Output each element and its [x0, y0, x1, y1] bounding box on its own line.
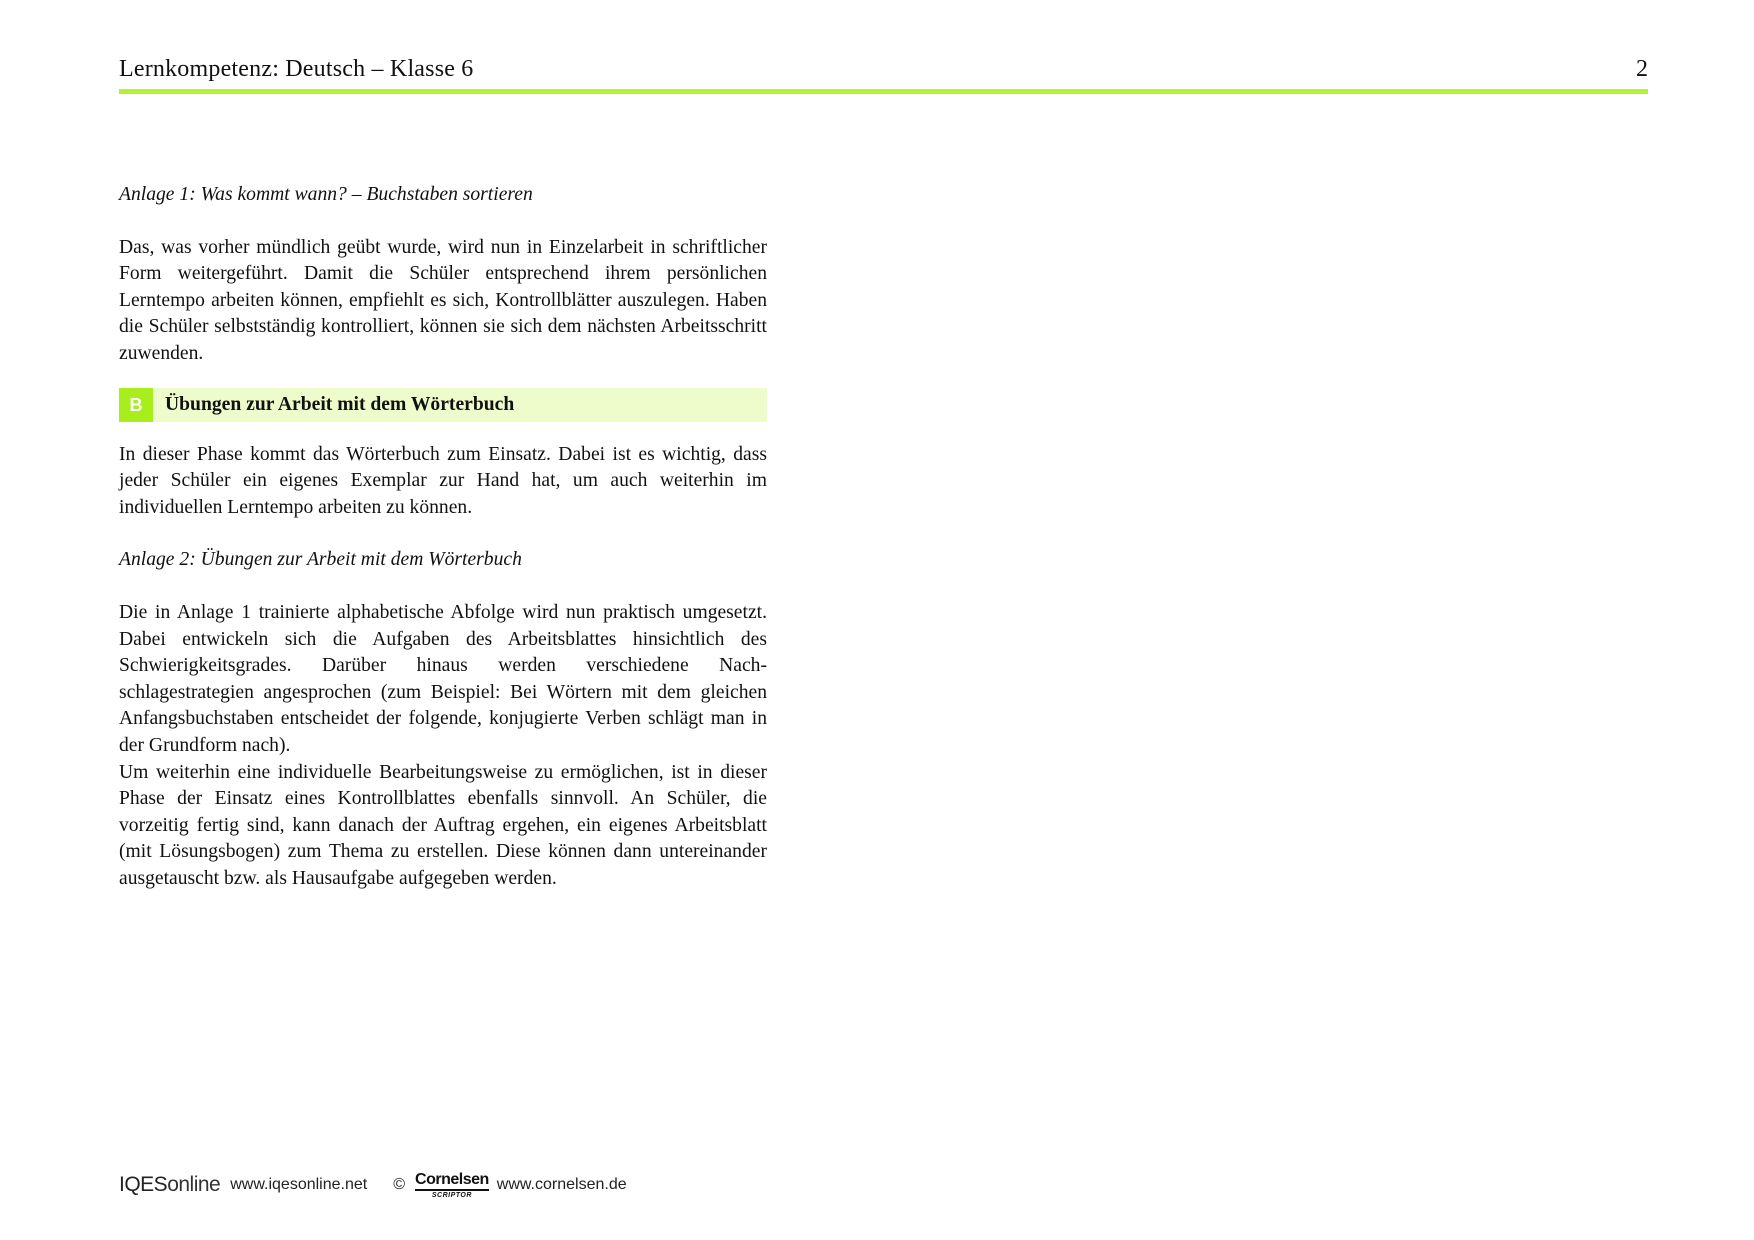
spacer	[119, 574, 767, 600]
cornelsen-logo: Cornelsen SCRIPTOR	[415, 1170, 489, 1199]
copyright-symbol: ©	[393, 1176, 406, 1193]
spacer	[119, 521, 767, 547]
page-number: 2	[1636, 56, 1648, 82]
section-letter-badge: B	[119, 388, 153, 422]
iqes-url-link[interactable]: www.iqesonline.net	[230, 1176, 368, 1193]
section-title: Übungen zur Arbeit mit dem Wörterbuch	[165, 393, 515, 415]
anlage2-heading: Anlage 2: Übungen zur Arbeit mit dem Wörterbuch	[119, 549, 522, 571]
main-content	[119, 182, 767, 892]
spacer	[119, 422, 767, 442]
section-b-heading	[119, 388, 767, 422]
header-divider	[119, 89, 1648, 94]
cornelsen-url-link[interactable]: www.cornelsen.de	[496, 1176, 627, 1193]
iqes-logo: IQESonline	[119, 1173, 221, 1196]
anlage2-paragraph-2: Um weiterhin eine individuelle Bearbeitungsweise zu ermöglichen, ist in dieser Phase der Einsatz eines Kontrollblattes ebenfalls sinnvoll. An Schüler, die vorzeitig fertig sind, kann danach der Auftrag ergehen, ein eigenes Arbeitsblatt (mit Lösungsbogen) zum Thema zu erstellen. Diese können dann untereinander ausgetauscht bzw. als Hausaufgabe aufgegeben werden.	[119, 761, 767, 889]
spacer	[119, 368, 767, 388]
page-footer	[119, 1170, 627, 1200]
anlage2-paragraph-1: Die in Anlage 1 trainierte alphabetische Abfolge wird nun praktisch umgesetzt. Dabei entwickeln sich die Aufgaben des Arbeitsblattes hinsichtlich des Schwierigkeitsgrades. Darüber hinaus werden verschiedene Nachschlagestrategien angesprochen (zum Beispiel: Bei Wörtern mit dem gleichen Anfangsbuchstaben entscheidet der folgende, konjugierte Verben schlägt man in der Grundform nach).	[119, 601, 767, 756]
spacer	[119, 209, 767, 235]
section-intro-paragraph: In dieser Phase kommt das Wörterbuch zum Einsatz. Dabei ist es wichtig, dass jeder Schüler ein eigenes Exemplar zur Hand hat, um auch weiterhin im individuellen Lerntempo arbeiten zu können.	[119, 443, 767, 518]
anlage1-paragraph: Das, was vorher mündlich geübt wurde, wird nun in Einzelarbeit in schriftlicher Form weitergeführt. Damit die Schüler entsprechend ihrem persönlichen Lerntempo arbeiten können, empfiehlt es sich, Kontrollblätter auszulegen. Haben die Schüler selbstständig kontrolliert, können sie sich dem nächsten Arbeitsschritt zuwenden.	[119, 236, 767, 364]
anlage1-heading: Anlage 1: Was kommt wann? – Buchstaben sortieren	[119, 184, 533, 205]
document-title: Lernkompetenz: Deutsch – Klasse 6	[119, 56, 474, 82]
page-header	[119, 54, 1648, 94]
